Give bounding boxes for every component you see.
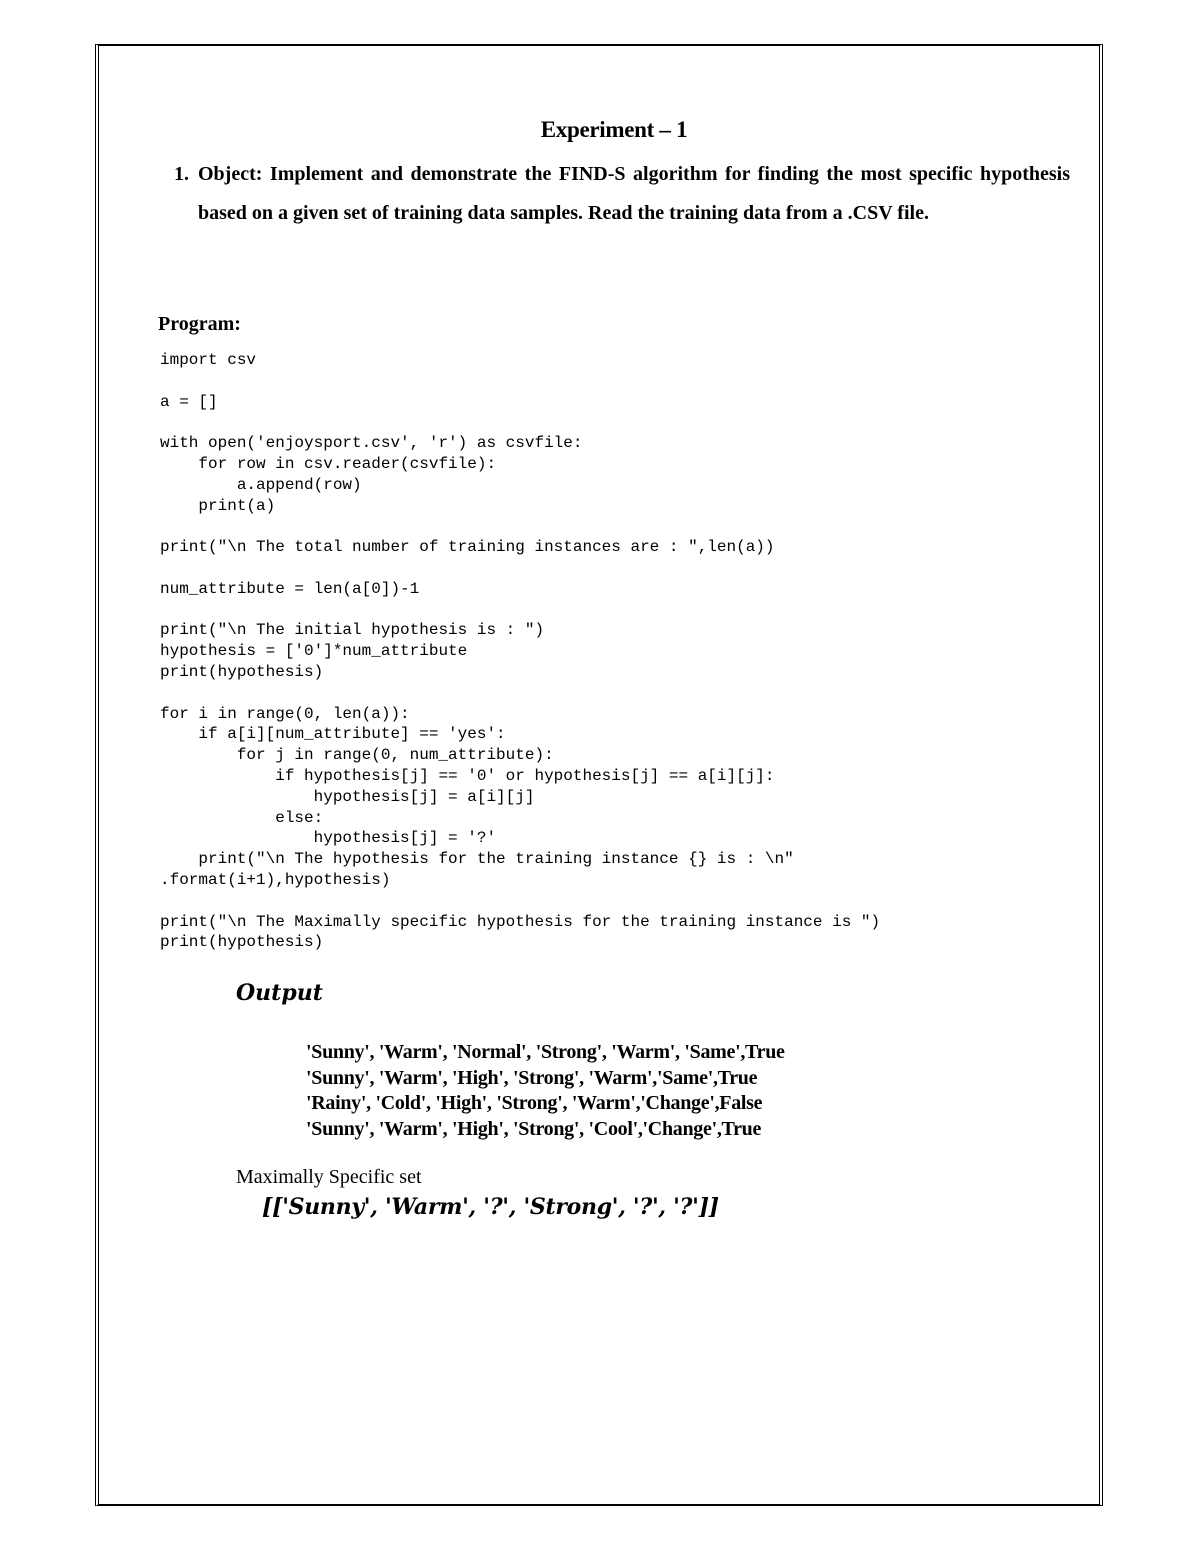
code-line: a = [] — [160, 392, 218, 411]
output-data-line: 'Sunny', 'Warm', 'High', 'Strong', 'Cool','Change',True — [306, 1117, 762, 1140]
objective-text: Object: Implement and demonstrate the FIND-S algorithm for finding the most specific hypothesis based on a given set of training data samples. Read the training data from a .CSV file. — [198, 163, 1070, 224]
objective-item — [174, 155, 1070, 233]
code-line: hypothesis[j] = '?' — [160, 829, 497, 848]
code-line: hypothesis = ['0']*num_attribute — [160, 642, 468, 661]
code-line: print(a) — [160, 496, 276, 515]
code-line: for row in csv.reader(csvfile): — [160, 454, 497, 473]
output-data-line: 'Sunny', 'Warm', 'High', 'Strong', 'Warm','Same',True — [306, 1066, 758, 1089]
output-data-line: 'Rainy', 'Cold', 'High', 'Strong', 'Warm','Change',False — [306, 1092, 763, 1114]
code-line: print(hypothesis) — [160, 933, 324, 952]
code-line: if hypothesis[j] == '0' or hypothesis[j] == a[i][j]: — [160, 766, 775, 785]
max-specific-label: Maximally Specific set — [236, 1166, 422, 1188]
code-line: a.append(row) — [160, 475, 362, 494]
objective-number: 1. — [174, 163, 189, 185]
page-title: Experiment – 1 — [540, 117, 688, 142]
program-label: Program: — [158, 313, 241, 335]
output-heading: Output — [236, 980, 323, 1006]
code-block — [160, 350, 880, 953]
code-line: hypothesis[j] = a[i][j] — [160, 787, 535, 806]
code-line: for i in range(0, len(a)): — [160, 704, 410, 723]
max-specific-value: [['Sunny', 'Warm', '?', 'Strong', '?', '?']] — [262, 1194, 719, 1220]
code-line: print("\n The Maximally specific hypothesis for the training instance is ") — [160, 912, 881, 931]
code-line: print("\n The initial hypothesis is : ") — [160, 621, 545, 640]
code-blank-line — [160, 683, 880, 704]
code-line: print("\n The hypothesis for the training instance {} is : \n" — [160, 850, 794, 869]
code-line: for j in range(0, num_attribute): — [160, 746, 554, 765]
output-data-lines — [306, 1040, 785, 1142]
code-blank-line — [160, 600, 880, 621]
code-line: .format(i+1),hypothesis) — [160, 870, 391, 889]
code-blank-line — [160, 371, 880, 392]
code-blank-line — [160, 558, 880, 579]
code-line: import csv — [160, 351, 257, 369]
code-blank-line — [160, 412, 880, 433]
code-blank-line — [160, 891, 880, 912]
code-line: with open('enjoysport.csv', 'r') as csvfile: — [160, 434, 583, 453]
code-line: else: — [160, 808, 324, 827]
output-data-line: 'Sunny', 'Warm', 'Normal', 'Strong', 'Warm', 'Same',True — [306, 1041, 785, 1063]
code-line: print(hypothesis) — [160, 662, 324, 681]
code-line: if a[i][num_attribute] == 'yes': — [160, 725, 506, 744]
code-line: print("\n The total number of training instances are : ",len(a)) — [160, 538, 775, 557]
code-blank-line — [160, 516, 880, 537]
code-line: num_attribute = len(a[0])-1 — [160, 579, 420, 598]
